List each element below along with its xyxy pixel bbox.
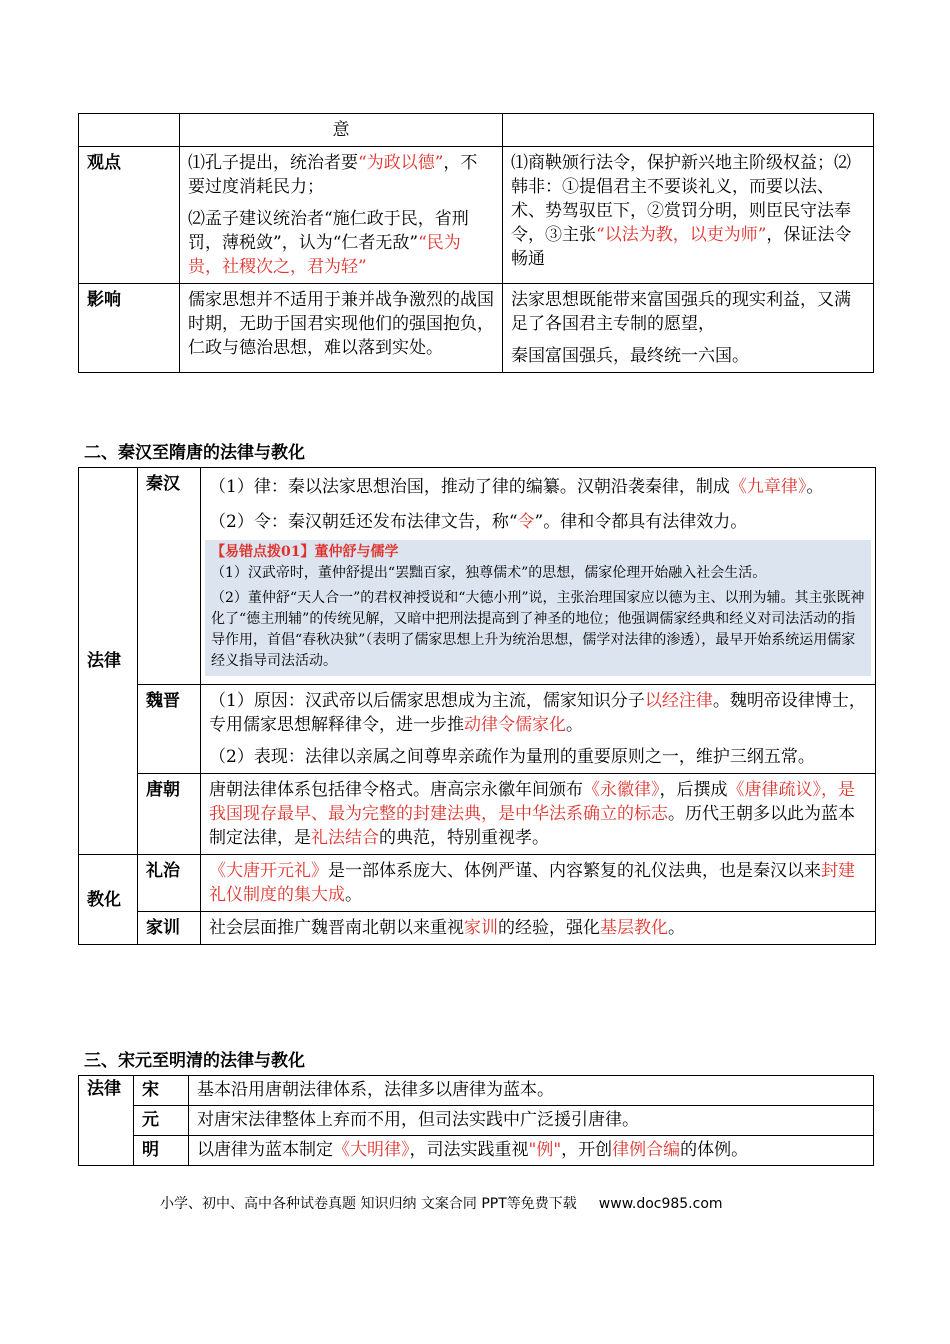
tip-paragraph-2: （2）董仲舒“天人合一”的君权神授说和“大德小刑”说，主张治理国家应以德为主、以刑为辅。其主张既神化了“德主刑辅”的传统见解，又暗中把刑法提高到了神圣的地位；他强调儒家经典和经义对司法活动的指导作用，首倡“春秋决狱”（表明了儒家思想上升为统治思想，儒学对法律的渗透），最早开始系统运用儒家经义指导司法活动。: [211, 590, 865, 669]
text-segment: 。: [345, 885, 362, 905]
text-segment: （1）律：秦以法家思想治国，推动了律的编纂。汉朝沿袭秦律，制成: [209, 477, 730, 497]
yuan-text: 对唐宋法律整体上弃而不用，但司法实践中广泛援引唐律。: [189, 1106, 874, 1136]
tang-text: [209, 778, 867, 850]
song-text: 基本沿用唐朝法律体系，法律多以唐律为蓝本。: [189, 1076, 874, 1106]
law-label-3: 法律: [79, 1076, 134, 1166]
text-segment: （1）原因：汉武帝以后儒家思想成为主流，儒家知识分子: [209, 691, 645, 711]
text-segment: 是一部体系庞大、体例严谨、内容繁复的礼仪法典，也是秦汉以来: [328, 861, 821, 881]
text-segment: 。: [566, 715, 583, 735]
comparison-table: [78, 113, 874, 373]
yuan-label: 元: [134, 1106, 189, 1136]
section-heading-2: 二、秦汉至隋唐的法律与教化: [84, 443, 305, 463]
lizhi-label: 礼治: [138, 855, 201, 912]
highlight-text: 动律令儒家化: [464, 715, 566, 735]
highlight-text: 以经注律: [644, 691, 713, 711]
weijin-label: 魏晋: [138, 685, 201, 774]
education-label: 教化: [79, 855, 138, 945]
highlight-text: 《永徽律》: [583, 780, 660, 800]
text-segment: 。历代王朝多以此为蓝本制定法律，是: [209, 804, 855, 848]
text-segment: 的体例。: [680, 1140, 749, 1160]
highlight-text: 令: [517, 512, 535, 532]
law-label: 法律: [79, 468, 138, 855]
text-segment: ，后撰成: [659, 780, 728, 800]
text-segment: 的典范，特别重视孝。: [379, 828, 549, 848]
text-segment: 。魏明帝设律博士，专用儒家思想解释律令，进一步推: [209, 691, 866, 735]
legalist-viewpoint: [511, 151, 865, 271]
text-segment: 社会层面推广魏晋南北朝以来重视: [209, 918, 464, 938]
tip-title: 【易错点拨01】董仲舒与儒学: [211, 544, 399, 560]
weijin-reason: [209, 689, 867, 737]
highlight-text: 基层教化: [600, 918, 668, 938]
highlight-text: 封建礼仪制度的集大成: [209, 861, 855, 905]
text-segment: ⑴孔子提出，统治者要: [188, 153, 358, 173]
text-segment: 的经验，强化: [498, 918, 600, 938]
text-segment: 。: [806, 477, 824, 497]
ming-text: [189, 1136, 874, 1166]
highlight-text: 《唐律疏议》，是我国现存最早、最为完整的封建法典，是中华法系确立的标志: [209, 780, 855, 824]
qinhan-lv: [209, 472, 867, 502]
highlight-text: 律例合编: [612, 1140, 681, 1160]
text-segment: ⑴商鞅颁行法令，保护新兴地主阶级权益；⑵韩非：①提倡君主不要谈礼义，而要以法、术、势驾驭臣下，②赏罚分明，则臣民守法奉令，③主张: [511, 153, 851, 245]
text-segment: 。: [668, 918, 685, 938]
jiaxun-label: 家训: [138, 912, 201, 945]
highlight-text: 礼法结合: [311, 828, 379, 848]
text-segment: ，不要过度消耗民力；: [188, 153, 478, 197]
text-segment: ，保证法令畅通: [511, 225, 852, 269]
viewpoint-label: 观点: [79, 147, 180, 284]
text-segment: （2）令：秦汉朝廷还发布法律文告，称“: [209, 512, 518, 532]
qinhan-label: 秦汉: [138, 468, 201, 685]
lizhi-text: [209, 859, 867, 907]
legalist-influence-1: 法家思想既能带来富国强兵的现实利益，又满足了各国君主专制的愿望，: [511, 290, 851, 334]
legalist-influence-2: 秦国富国强兵，最终统一六国。: [511, 346, 749, 366]
song-label: 宋: [134, 1076, 189, 1106]
confucian-influence: 儒家思想并不适用于兼并战争激烈的战国时期，无助于国君实现他们的强国抱负，仁政与德治思想，难以落到实处。: [188, 290, 494, 358]
highlight-text: "例": [528, 1140, 562, 1160]
confucian-viewpoint-2: [188, 207, 494, 279]
footer-url[interactable]: www.doc985.com: [598, 1196, 723, 1212]
section-heading-3: 三、宋元至明清的法律与教化: [84, 1051, 305, 1071]
footer-text: 小学、初中、高中各种试卷真题 知识归纳 文案合同 PPT等免费下载: [160, 1196, 577, 1212]
confucian-viewpoint-1: [188, 151, 494, 199]
text-segment: ，司法实践重视: [409, 1140, 529, 1160]
highlight-text: 《九章律》: [729, 477, 807, 497]
text-segment: ，开创: [561, 1140, 613, 1160]
text-segment: ⑵孟子建议统治者“施仁政于民，省刑罚，薄税敛”，认为“仁者无敌”: [188, 209, 469, 253]
continued-text: 意: [180, 114, 503, 147]
tang-label: 唐朝: [138, 774, 201, 855]
highlight-text: “以法为教，以吏为师”: [596, 225, 767, 245]
influence-label: 影响: [79, 284, 180, 373]
highlight-text: 家训: [464, 918, 498, 938]
highlight-text: 《大唐开元礼》: [209, 861, 328, 881]
tip-box: [205, 540, 871, 676]
highlight-text: “民为贵，社稷次之，君为轻”: [188, 233, 461, 277]
footer: [160, 1193, 723, 1213]
jiaxun-text: [209, 916, 867, 940]
weijin-manifestation: （2）表现：法律以亲属之间尊卑亲疏作为量刑的重要原则之一，维护三纲五常。: [209, 747, 815, 767]
songyuan-mingqing-table: [78, 1075, 874, 1166]
text-segment: 以唐律为蓝本制定: [197, 1140, 333, 1160]
text-segment: 唐朝法律体系包括律令格式。唐高宗永徽年间颁布: [209, 780, 583, 800]
qinhan-suitang-table: [78, 467, 876, 945]
highlight-text: “为政以德”: [358, 153, 444, 173]
tip-paragraph-1: （1）汉武帝时，董仲舒提出“罢黜百家，独尊儒术”的思想，儒家伦理开始融入社会生活。: [211, 565, 767, 581]
qinhan-ling: [209, 510, 867, 534]
text-segment: ”。律和令都具有法律效力。: [534, 512, 748, 532]
ming-label: 明: [134, 1136, 189, 1166]
highlight-text: 《大明律》: [333, 1140, 410, 1160]
